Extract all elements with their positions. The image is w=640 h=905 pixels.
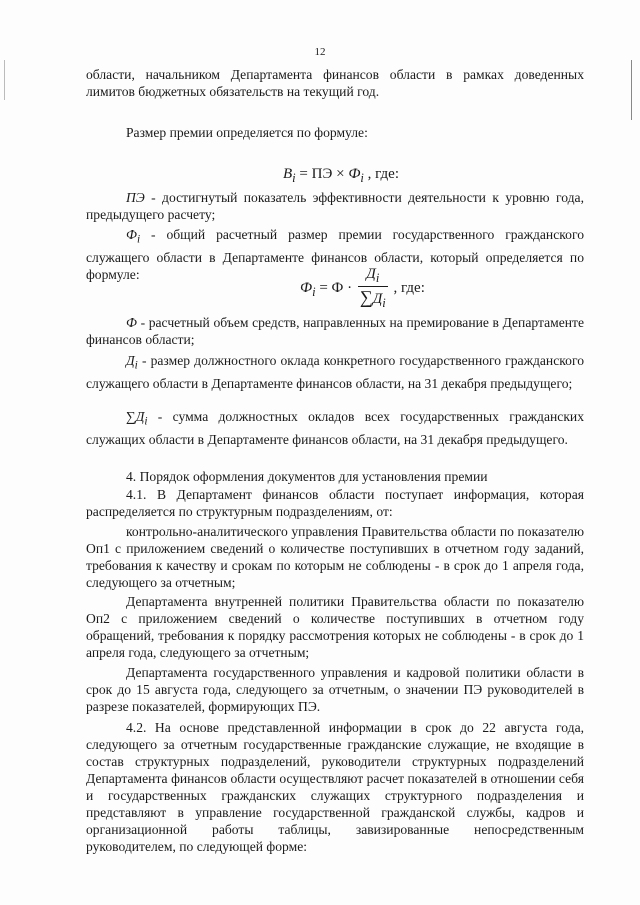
formula-phi-i: $Ф_i = Ф$ · $\frac{Д_i}{\sum Д_i}$ , где: [300, 266, 425, 310]
page-number: 12 [314, 46, 326, 58]
formula-fraction: $\frac{Д_i}{\sum Д_i}$ [359, 266, 386, 310]
paragraph-4-1-control: контрольно-аналитического управления Правительства области по показателю Оп1 с приложением сведений о количестве поступивших в отчетном году заданий, требования к качеству и срокам по которым не соблюдены - в срок до 1 апреля года, следующего за отчетным; [86, 524, 584, 590]
section-4-title: 4. Порядок оформления документов для установления премии [126, 469, 488, 484]
paragraph-4-1-internal-policy: Департамента внутренней политики Правительства области по показателю Оп2 с приложением сведений о количестве поступивших в отчетном году обращений, требования к порядку рассмотрения которых не соблюдены - в срок до 1 апреля года, следующего за отчетным; [86, 594, 584, 660]
paragraph-4-2: 4.2. На основе представленной информации в срок до 22 августа года, следующего за отчетным государственные гражданские служащие, не входящие в состав структурных подразделений, руководители структурных подразделений Департамента финансов области осуществляют расчет показателей в отношении себя и государственных гражданских служащих структурного подразделения и представляют в управление государственной гражданской службы, кадров и организационной работы таблицы, завизированные непосредственным руководителем, по следующей форме: [86, 720, 584, 854]
paragraph-4-1: 4.1. В Департамент финансов области поступает информация, которая распределяется по структурным подразделениям, от: [86, 487, 584, 519]
intro-paragraph: области, начальником Департамента финансов области в рамках доведенных лимитов бюджетных обязательств на текущий год. [86, 67, 584, 99]
formula-premium: $В_i$ = ПЭ × $Ф_i$ , где: [283, 166, 399, 185]
formula-intro: Размер премии определяется по формуле: [126, 125, 368, 140]
definition-phi-i: $Ф_i$ - общий расчетный размер премии государственного гражданского служащего области в Департаменте финансов области, который определяется по формуле: [86, 227, 584, 282]
paragraph-4-1-hr: Департамента государственного управления и кадровой политики области в срок до 15 августа года, следующего за отчетным, о значении ПЭ руководителей в разрезе показателей, формирующих ПЭ. [86, 665, 584, 714]
definition-phi: Ф - расчетный объем средств, направленных на премирование в Департаменте финансов области; [86, 315, 584, 347]
scan-edge-line [4, 60, 5, 100]
scan-edge-line [631, 60, 632, 120]
definition-pe: ПЭ - достигнутый показатель эффективности деятельности к уровню года, предыдущего расчету; [86, 190, 584, 222]
definition-d: $Д_i$ - размер должностного оклада конкретного государственного гражданского служащего области в Департаменте финансов области, на 31 декабря предыдущего; [86, 353, 584, 391]
definition-sum-d: $\sum Д_i$ - сумма должностных окладов всех государственных гражданских служащих области в Департаменте финансов области, на 31 декабря предыдущего. [86, 409, 584, 447]
